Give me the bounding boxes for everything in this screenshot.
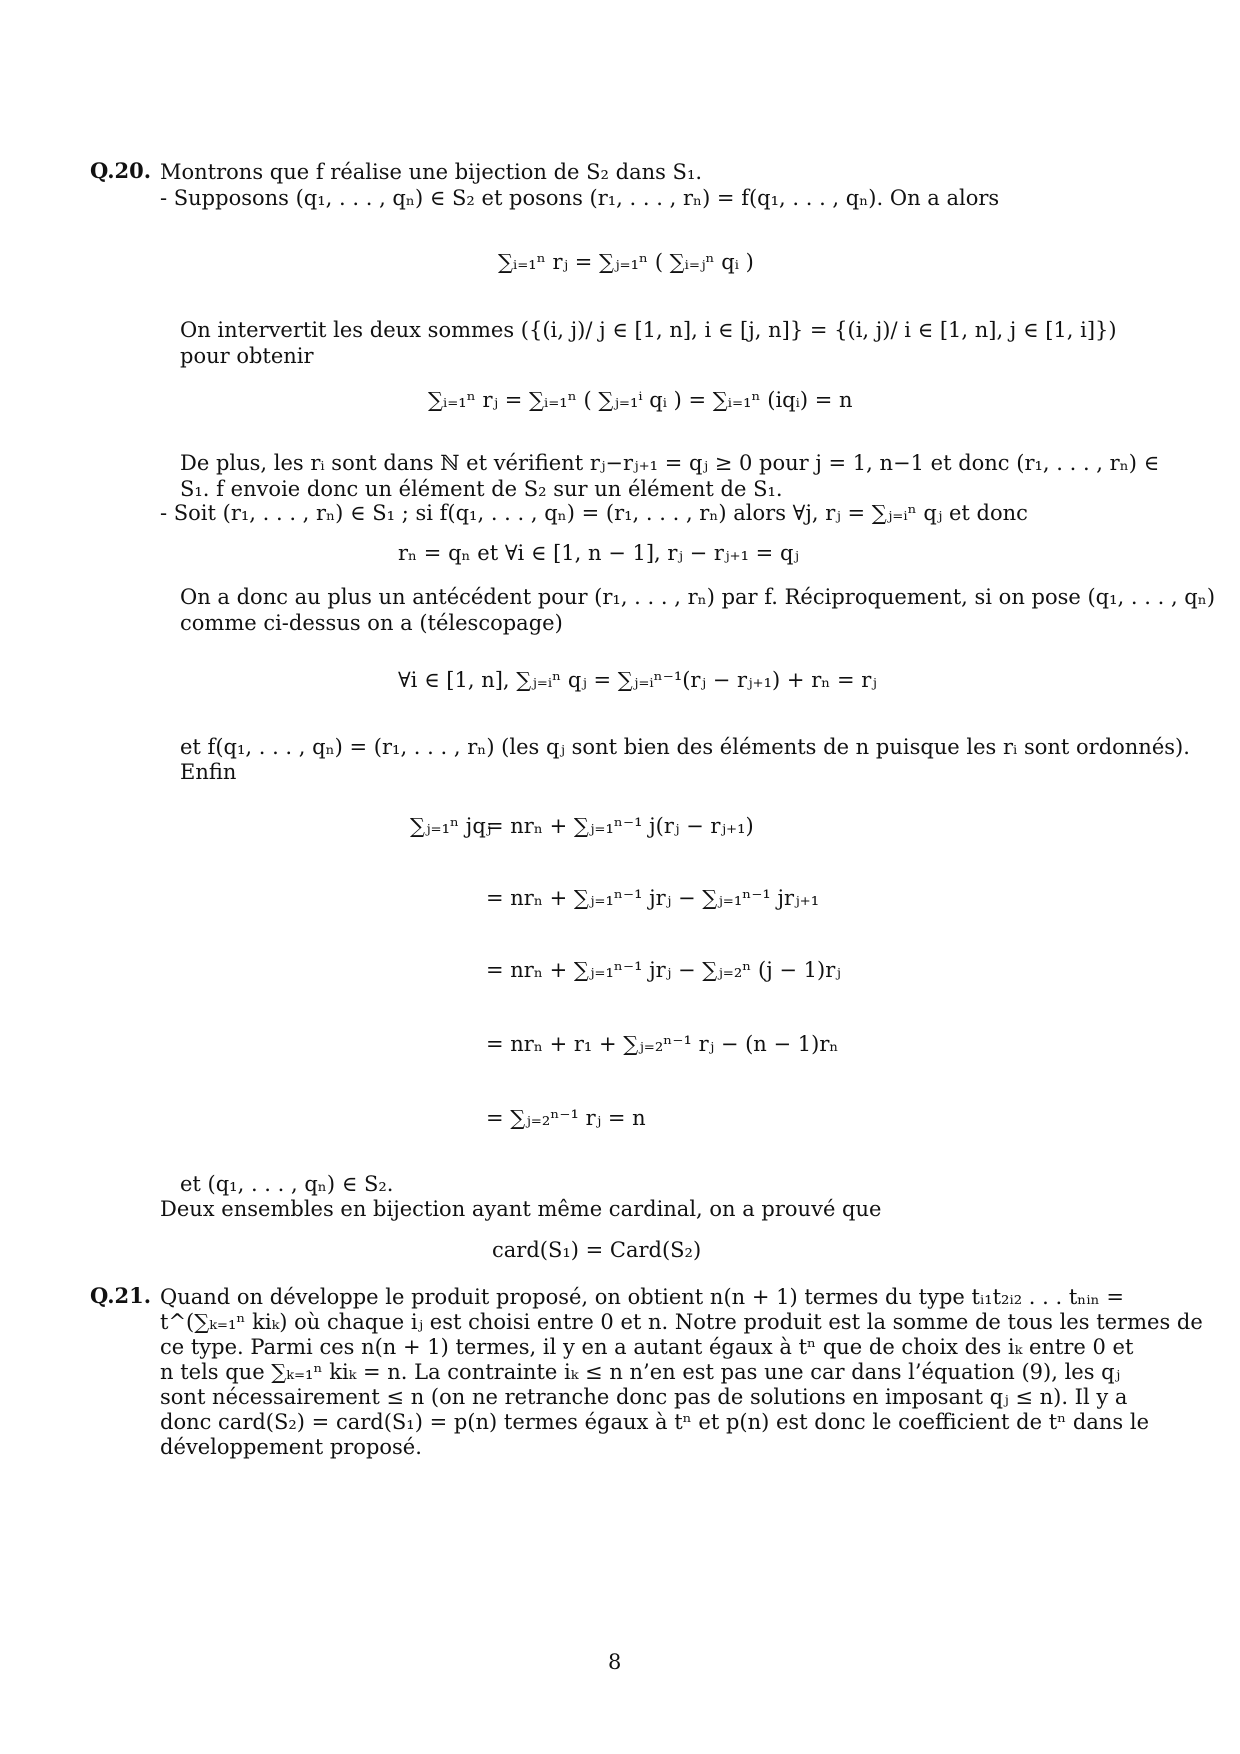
- q20-antecedent: On a donc au plus un antécédent pour (r₁, . . . , rₙ) par f. Réciproquement, si on pose (q₁, . . . , qₙ): [180, 585, 1216, 609]
- q21-line-2: t^(∑ₖ₌₁ⁿ kiₖ) où chaque iⱼ est choisi entre 0 et n. Notre produit est la somme de tous les termes de: [160, 1310, 1203, 1334]
- q20-plus-text: De plus, les rᵢ sont dans ℕ et vérifient rⱼ−rⱼ₊₁ = qⱼ ≥ 0 pour j = 1, n−1 et donc (r₁, . . . , rₙ) ∈: [180, 451, 1160, 475]
- q21-line-4: n tels que ∑ₖ₌₁ⁿ kiₖ = n. La contrainte iₖ ≤ n n’en est pas une car dans l’équation (9), les qⱼ: [160, 1360, 1121, 1384]
- q20-swap-text: On intervertit les deux sommes ({(i, j)/ j ∈ [1, n], i ∈ [j, n]} = {(i, j)/ i ∈ [1, n], j ∈ [1, i]}): [180, 318, 1117, 342]
- equation-5-line-4: = nrₙ + r₁ + ∑ⱼ₌₂ⁿ⁻¹ rⱼ − (n − 1)rₙ: [486, 1032, 839, 1056]
- q20-intro: Montrons que f réalise une bijection de S₂ dans S₁.: [160, 160, 703, 184]
- equation-3: rₙ = qₙ et ∀i ∈ [1, n − 1], rⱼ − rⱼ₊₁ = qⱼ: [398, 541, 799, 565]
- page-number: 8: [608, 1650, 622, 1674]
- question-number-q21: Q.21.: [90, 1283, 152, 1308]
- equation-5-line-5: = ∑ⱼ₌₂ⁿ⁻¹ rⱼ = n: [486, 1106, 646, 1130]
- equation-5-line-3: = nrₙ + ∑ⱼ₌₁ⁿ⁻¹ jrⱼ − ∑ⱼ₌₂ⁿ (j − 1)rⱼ: [486, 958, 841, 982]
- equation-5-line-1: = nrₙ + ∑ⱼ₌₁ⁿ⁻¹ j(rⱼ − rⱼ₊₁): [486, 814, 754, 838]
- q20-bullet1: - Supposons (q₁, . . . , qₙ) ∈ S₂ et posons (r₁, . . . , rₙ) = f(q₁, . . . , qₙ). On a alors: [160, 186, 1000, 210]
- q21-line-7: développement proposé.: [160, 1435, 422, 1459]
- q21-line-5: sont nécessairement ≤ n (on ne retranche donc pas de solutions en imposant qⱼ ≤ n). Il y a: [160, 1385, 1128, 1409]
- equation-2: ∑ᵢ₌₁ⁿ rⱼ = ∑ᵢ₌₁ⁿ ( ∑ⱼ₌₁ⁱ qᵢ ) = ∑ᵢ₌₁ⁿ (iqᵢ) = n: [428, 388, 853, 412]
- equation-4: ∀i ∈ [1, n], ∑ⱼ₌ᵢⁿ qⱼ = ∑ⱼ₌ᵢⁿ⁻¹(rⱼ − rⱼ₊₁) + rₙ = rⱼ: [398, 668, 877, 692]
- q20-conclusion: Deux ensembles en bijection ayant même cardinal, on a prouvé que: [160, 1197, 882, 1221]
- equation-1: ∑ᵢ₌₁ⁿ rⱼ = ∑ⱼ₌₁ⁿ ( ∑ᵢ₌ⱼⁿ qᵢ ): [498, 250, 754, 274]
- q21-line-1: Quand on développe le produit proposé, on obtient n(n + 1) termes du type tᵢ₁t₂ᵢ₂ . . . tₙᵢₙ =: [160, 1285, 1124, 1309]
- q20-bullet2: - Soit (r₁, . . . , rₙ) ∈ S₁ ; si f(q₁, . . . , qₙ) = (r₁, . . . , rₙ) alors ∀j, rⱼ = ∑ⱼ₌ᵢⁿ qⱼ et donc: [160, 501, 1028, 525]
- q21-line-6: donc card(S₂) = card(S₁) = p(n) termes égaux à tⁿ et p(n) est donc le coefficient de tⁿ dans le: [160, 1410, 1149, 1434]
- q20-swap-text2: pour obtenir: [180, 344, 314, 368]
- q20-enfin: Enfin: [180, 760, 237, 784]
- q20-et2: et (q₁, . . . , qₙ) ∈ S₂.: [180, 1172, 394, 1196]
- question-number-q20: Q.20.: [90, 158, 152, 183]
- q21-line-3: ce type. Parmi ces n(n + 1) termes, il y en a autant égaux à tⁿ que de choix des iₖ entre 0 et: [160, 1335, 1134, 1359]
- equation-6: card(S₁) = Card(S₂): [492, 1238, 702, 1262]
- q20-plus-text2: S₁. f envoie donc un élément de S₂ sur un élément de S₁.: [180, 477, 783, 501]
- q20-et-text: et f(q₁, . . . , qₙ) = (r₁, . . . , rₙ) (les qⱼ sont bien des éléments de n puisque les rᵢ sont ordonnés).: [180, 735, 1190, 759]
- equation-5-lhs: ∑ⱼ₌₁ⁿ jqⱼ: [410, 814, 492, 838]
- equation-5-line-2: = nrₙ + ∑ⱼ₌₁ⁿ⁻¹ jrⱼ − ∑ⱼ₌₁ⁿ⁻¹ jrⱼ₊₁: [486, 886, 820, 910]
- q20-antecedent2: comme ci-dessus on a (télescopage): [180, 611, 563, 635]
